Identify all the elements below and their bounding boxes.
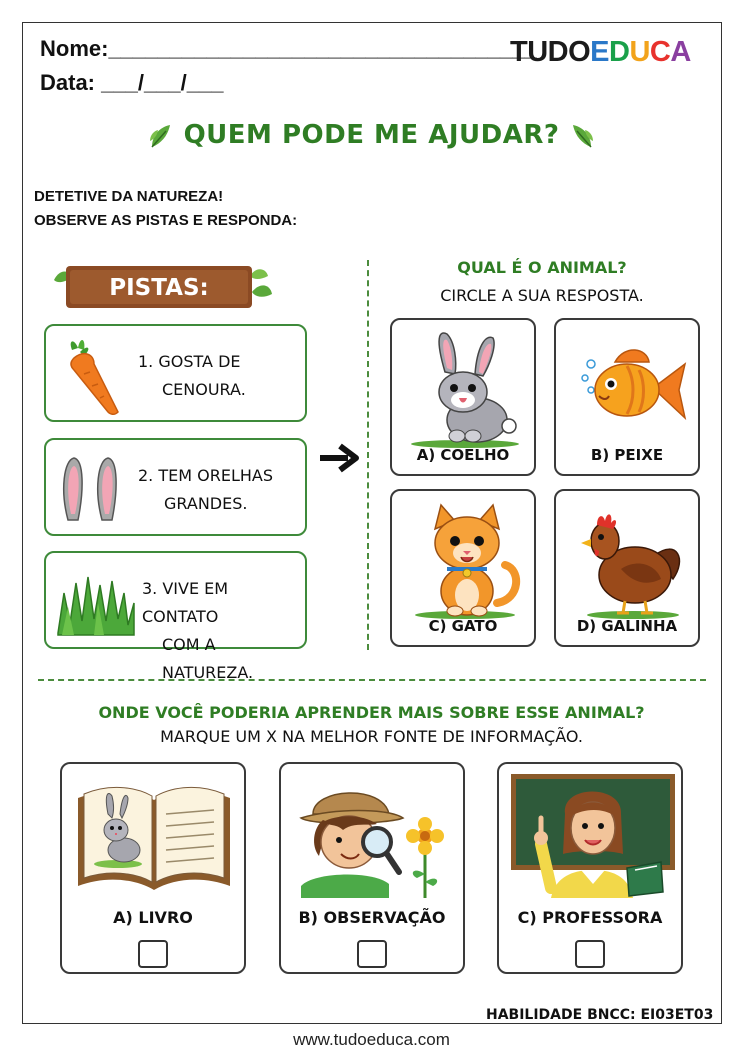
wood-sign-icon	[46, 262, 274, 312]
clue-3-line-2: COM A NATUREZA.	[162, 635, 254, 682]
page-title	[0, 120, 743, 151]
question-title: QUAL É O ANIMAL?	[457, 258, 627, 277]
clue-text	[138, 462, 273, 518]
intro-heading: DETETIVE DA NATUREZA!	[34, 188, 224, 205]
logo-letter-a: A	[670, 36, 691, 68]
rabbit-icon	[405, 328, 525, 450]
logo-letter-d: D	[609, 36, 630, 68]
clue-2-line-1: 2. TEM ORELHAS	[138, 466, 273, 485]
answer-label-c: C) GATO	[428, 617, 498, 635]
source-option-book[interactable]	[60, 762, 246, 974]
checkbox-observation[interactable]	[357, 940, 387, 968]
clue-3-line-1: 3. VIVE EM CONTATO	[142, 579, 229, 626]
question2-title: ONDE VOCÊ PODERIA APRENDER MAIS SOBRE ESSE ANIMAL?	[98, 703, 645, 722]
answer-label-b: B) PEIXE	[590, 446, 664, 464]
grass-icon	[54, 563, 138, 643]
checkbox-book[interactable]	[138, 940, 168, 968]
source-label-c: C) PROFESSORA	[517, 908, 663, 927]
date-field[interactable]: Data: ___/___/___	[40, 70, 224, 95]
pistas-label: PISTAS:	[109, 275, 209, 301]
logo-letter-u: U	[629, 36, 650, 68]
cat-icon	[405, 499, 525, 621]
chicken-icon	[569, 499, 689, 621]
answer-label-a: A) COELHO	[416, 446, 510, 464]
teacher-icon	[511, 774, 675, 898]
clue-card	[44, 551, 307, 682]
tudoeduca-logo	[510, 36, 691, 69]
source-option-teacher[interactable]	[497, 762, 683, 974]
source-option-observation[interactable]	[279, 762, 465, 974]
horizontal-divider	[38, 679, 706, 681]
clue-2-line-2: GRANDES.	[164, 494, 248, 513]
question2-subtitle: MARQUE UM X NA MELHOR FONTE DE INFORMAÇÃO.	[160, 727, 583, 746]
clue-1-line-1: 1. GOSTA DE	[138, 352, 241, 371]
answer-option-rabbit[interactable]	[390, 318, 536, 476]
source-label-a: A) LIVRO	[113, 908, 193, 927]
checkbox-teacher[interactable]	[575, 940, 605, 968]
logo-letter-c: C	[649, 36, 671, 68]
fish-icon	[569, 328, 689, 450]
clue-text	[142, 575, 305, 687]
answer-option-fish[interactable]	[554, 318, 700, 476]
question-subtitle: CIRCLE A SUA RESPOSTA.	[440, 286, 644, 305]
leaf-icon	[569, 121, 595, 151]
logo-letter-e: E	[590, 36, 610, 68]
leaf-icon	[148, 121, 174, 151]
answer-option-chicken[interactable]	[554, 489, 700, 647]
footer-url[interactable]: www.tudoeduca.com	[293, 1030, 450, 1049]
bunny-ears-icon	[54, 450, 124, 530]
answer-label-d: D) GALINHA	[576, 617, 678, 635]
intro-instruction: OBSERVE AS PISTAS E RESPONDA:	[34, 212, 298, 229]
clue-text	[138, 348, 246, 404]
open-book-icon	[74, 774, 234, 898]
title-text: QUEM PODE ME AJUDAR?	[183, 120, 560, 150]
vertical-divider	[367, 260, 369, 650]
bncc-skill-code: HABILIDADE BNCC: EI03ET03	[486, 1007, 714, 1023]
logo-part-tudo: TUDO	[510, 36, 591, 68]
answer-option-cat[interactable]	[390, 489, 536, 647]
clue-1-line-2: CENOURA.	[162, 380, 246, 399]
source-label-b: B) OBSERVAÇÃO	[298, 908, 446, 927]
name-field[interactable]: Nome:___________________________________	[40, 36, 537, 61]
clue-card	[44, 324, 307, 422]
carrot-icon	[54, 336, 124, 416]
pistas-sign	[46, 262, 274, 312]
arrow-right-icon	[318, 442, 360, 474]
clue-card	[44, 438, 307, 536]
explorer-child-icon	[293, 774, 453, 898]
